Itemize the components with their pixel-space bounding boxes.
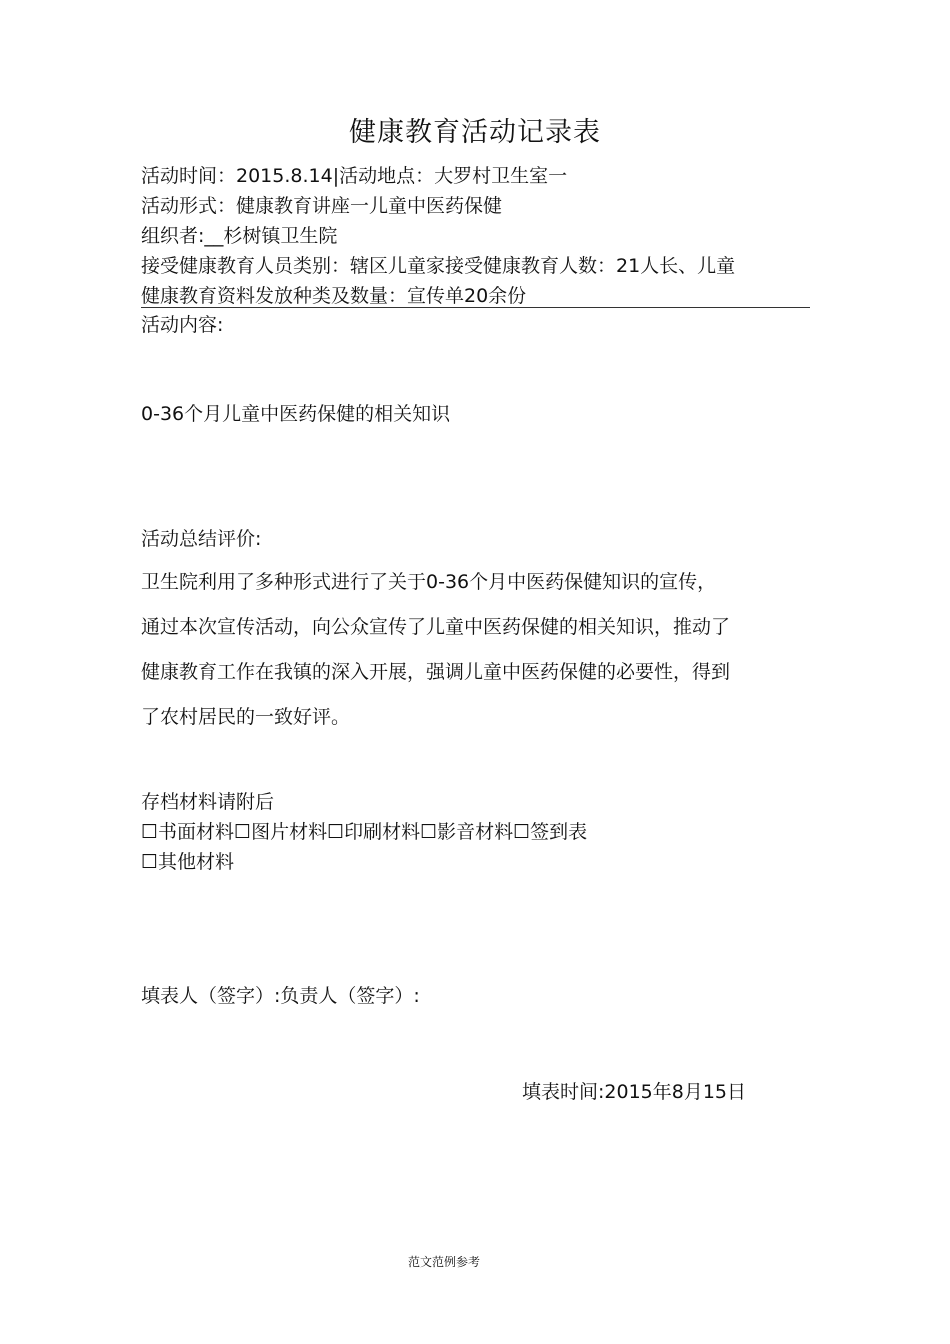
page-footer: 范文范例参考 xyxy=(408,1255,481,1269)
divider xyxy=(141,307,810,308)
summary-paragraph xyxy=(141,560,811,740)
summary-line: 卫生院利用了多种形式进行了关于0-36个月中医药保健知识的宣传， xyxy=(141,571,717,593)
summary-line: 通过本次宣传活动，向公众宣传了儿童中医药保健的相关知识，推动了 xyxy=(141,616,731,638)
audience-info: 接受健康教育人员类别：辖区儿童家接受健康教育人数：21人长、儿童 xyxy=(141,255,736,277)
signature-line: 填表人（签字）:负责人（签字）: xyxy=(141,985,420,1007)
content-label: 活动内容: xyxy=(141,314,224,336)
fill-date: 填表时间:2015年8月15日 xyxy=(522,1081,747,1103)
activity-form: 活动形式：健康教育讲座一儿童中医药保健 xyxy=(141,195,503,217)
organizer: 组织者:__杉树镇卫生院 xyxy=(141,225,338,247)
summary-line: 了农村居民的一致好评。 xyxy=(141,706,351,728)
activity-time-place: 活动时间：2015.8.14|活动地点：大罗村卫生室一 xyxy=(141,165,568,187)
archive-options-row-2: ☐其他材料 xyxy=(141,851,235,873)
content-text: 0-36个月儿童中医药保健的相关知识 xyxy=(141,403,451,425)
materials-info: 健康教育资料发放种类及数量：宣传单20余份 xyxy=(141,285,527,307)
summary-line: 健康教育工作在我镇的深入开展，强调儿童中医药保健的必要性，得到 xyxy=(141,661,731,683)
archive-label: 存档材料请附后 xyxy=(141,791,275,813)
archive-options-row-1: ☐书面材料☐图片材料☐印刷材料☐影音材料☐签到表 xyxy=(141,821,588,843)
page-title: 健康教育活动记录表 xyxy=(349,117,601,148)
summary-label: 活动总结评价: xyxy=(141,528,262,550)
